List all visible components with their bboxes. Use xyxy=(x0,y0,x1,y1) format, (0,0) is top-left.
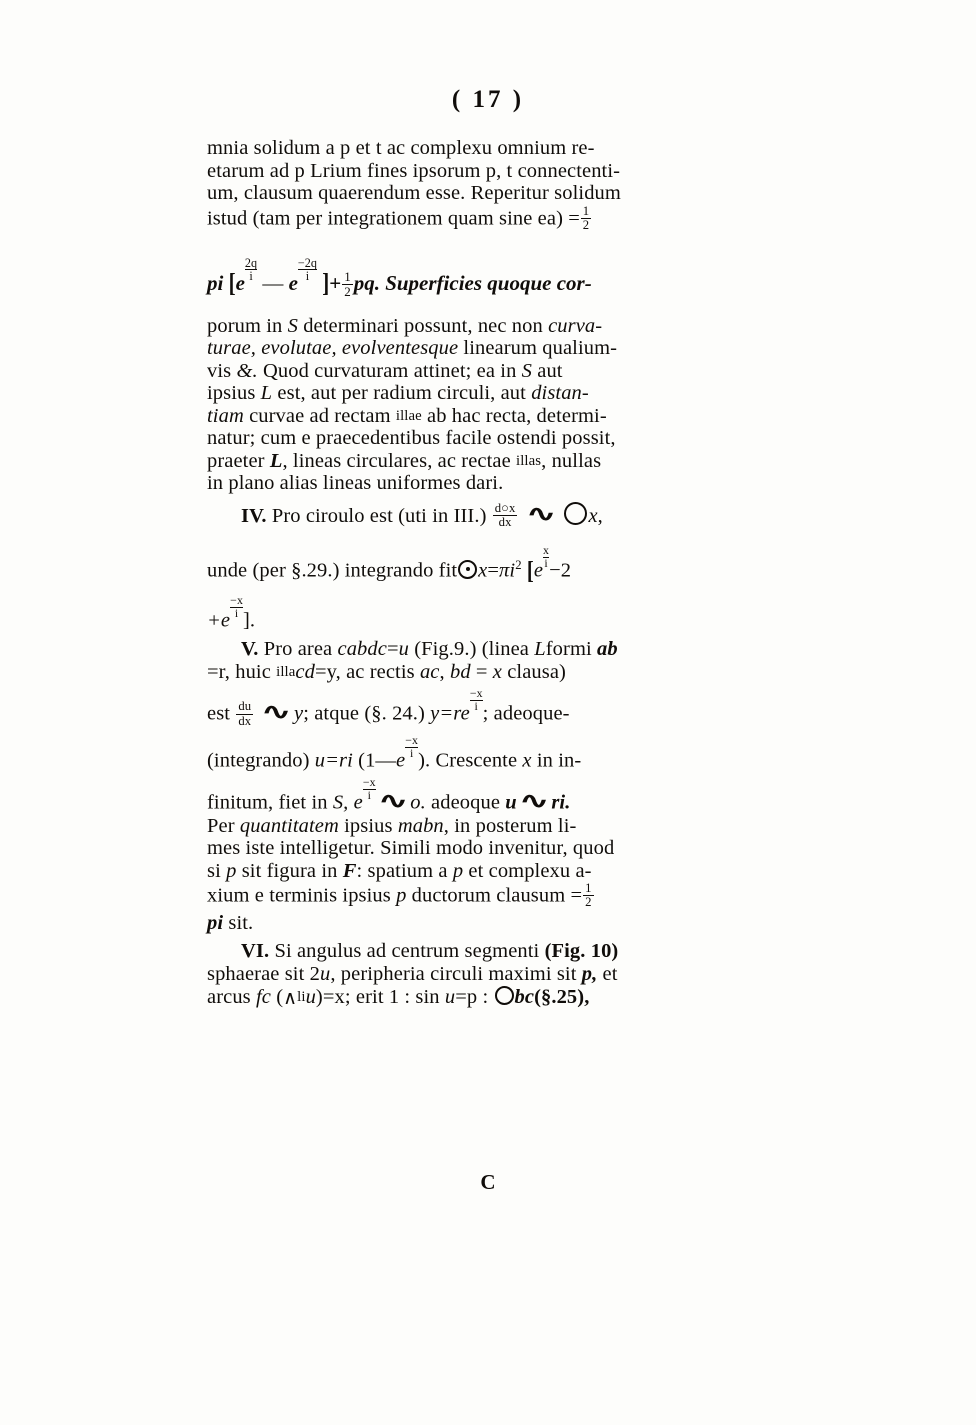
text-line xyxy=(207,383,785,404)
colon: : xyxy=(477,986,494,1009)
fraction-one-half: $\frac{1}{2}$ xyxy=(585,881,592,910)
line-text: mes iste intelligetur. Simili modo invenitur, quod xyxy=(207,837,615,860)
text-line xyxy=(207,183,785,204)
exponent-negx-over-i: $\frac{-x}{i}$ xyxy=(230,593,243,620)
derivative-du-dx: $\frac{du}{dx}$ xyxy=(238,699,252,728)
eq-tail-pq: pq. Superficies quoque cor- xyxy=(353,271,592,296)
line-text: linearum qualium- xyxy=(458,337,618,360)
ampersand-symbol: &. xyxy=(236,359,258,382)
symbol-p: p, xyxy=(581,962,598,985)
line-text: mnia solidum a p et t ac complexu omnium re- xyxy=(207,137,595,159)
italic-term: curva- xyxy=(548,314,603,337)
equation-y-re: y=re xyxy=(430,702,470,725)
italic-term: distan- xyxy=(531,382,589,405)
derivative-fraction: $\frac{d○x}{dx}$ xyxy=(494,501,516,530)
page-number: ( 17 ) xyxy=(451,86,525,113)
line-text: um, clausum quaerendum esse. Reperitur solidum xyxy=(207,182,621,204)
squiggle-symbol: ∿ xyxy=(519,788,549,814)
paren-open: ( xyxy=(270,986,284,1009)
line-text: ab hac recta, determi- xyxy=(421,404,607,427)
eq-e1: e xyxy=(235,271,245,296)
item-v-line-1 xyxy=(207,639,785,660)
item-v-line-10 xyxy=(207,913,785,934)
abbrev-illae: illae xyxy=(395,407,422,424)
bracket-open: [ xyxy=(228,268,236,299)
symbol-e: e xyxy=(396,749,406,772)
line-text: determinari possunt, nec non xyxy=(297,314,549,337)
wedge-icon: ∧ xyxy=(283,988,298,1010)
exponent: 2 xyxy=(515,557,522,572)
symbol-bd: bd xyxy=(449,660,471,683)
line-text: ipsius xyxy=(338,814,398,837)
item-vi-line-2 xyxy=(207,964,785,985)
symbol-x: x xyxy=(478,559,488,582)
equals-sign: = xyxy=(487,559,500,582)
item-v-line-4 xyxy=(207,733,785,772)
line-text: si xyxy=(207,859,227,882)
italic-term: cabdc xyxy=(337,638,387,661)
symbol-pi: pi xyxy=(207,911,224,934)
text-line xyxy=(207,138,785,159)
item-numeral: IV. xyxy=(241,504,267,527)
text-line xyxy=(207,338,785,359)
item-v-line-2 xyxy=(207,662,785,683)
line-text: ). Crescente xyxy=(418,749,523,772)
symbol-p: p xyxy=(396,884,407,907)
symbol-fc: fc xyxy=(255,986,271,1009)
plus-sign: + xyxy=(329,271,342,296)
minus-two: −2 xyxy=(549,559,572,582)
line-text: sphaerae sit 2 xyxy=(207,962,320,985)
line-text: ; adeoque- xyxy=(482,702,570,725)
line-text: Quod curvaturam attinet; ea in xyxy=(257,359,522,382)
line-text: xium e terminis ipsius xyxy=(207,884,397,907)
symbol-S: S xyxy=(287,314,298,337)
line-text: est, aut per radium circuli, aut xyxy=(272,382,532,405)
italic-term: turae, evolutae, evolventesque xyxy=(207,337,459,360)
line-text: adeoque xyxy=(425,792,506,815)
line-text: (integrando) xyxy=(207,749,315,772)
symbol-u: u xyxy=(319,962,331,985)
symbol-ab: ab xyxy=(597,638,618,661)
squiggle-symbol: ∿ xyxy=(378,788,408,814)
line-text: Pro area xyxy=(263,638,338,661)
item-v-line-5 xyxy=(207,775,785,815)
symbol-p: p xyxy=(452,859,464,882)
circle-symbol xyxy=(564,502,587,525)
bracket-open: [ xyxy=(526,556,534,585)
symbol-y: y xyxy=(294,702,304,725)
text-line xyxy=(207,361,785,382)
pi-i-term: πi xyxy=(499,559,516,582)
item-iv-line-1 xyxy=(207,502,785,531)
line-text: etarum ad p Lrium fines ipsorum p, t connectenti- xyxy=(207,159,621,182)
item-v-line-7 xyxy=(207,838,785,859)
equals-sign: = xyxy=(568,207,580,230)
line-text: Pro ciroulo est (uti in III.) xyxy=(271,504,487,527)
plus-e-term: +e xyxy=(207,609,231,632)
eq-e2: e xyxy=(288,271,298,296)
symbol-e: e xyxy=(533,559,544,582)
symbol-L: L xyxy=(269,449,283,472)
symbol-bc: bc xyxy=(514,986,535,1009)
text-line xyxy=(207,161,785,182)
line-text: , nullas xyxy=(541,449,602,472)
eq-lead: pi xyxy=(207,271,224,296)
signature-mark: C xyxy=(480,1170,496,1194)
line-text: in in- xyxy=(531,749,582,772)
equals-x: )=x xyxy=(315,986,345,1009)
minus-sign: — xyxy=(262,271,284,296)
line-text: finitum, fiet in xyxy=(207,792,333,815)
text-line xyxy=(207,451,785,472)
line-text: in plano alias lineas uniformes dari. xyxy=(207,472,504,495)
section-reference: (§.25), xyxy=(534,986,590,1009)
fraction-one-half: $\frac{1}{2}$ xyxy=(344,269,351,300)
text-line xyxy=(207,428,785,449)
line-text: clausa) xyxy=(502,660,566,683)
circle-symbol xyxy=(495,986,514,1005)
equals-sign: = xyxy=(570,884,583,907)
equals-r: =r xyxy=(207,660,225,683)
figure-reference: (Fig. 10) xyxy=(544,940,619,963)
symbol-o: o. xyxy=(410,792,426,815)
line-text: ductorum clausum xyxy=(406,884,571,907)
exponent-x-over-i: $\frac{x}{i}$ xyxy=(543,542,550,570)
item-vi-line-3 xyxy=(207,986,785,1008)
exponent-negx-over-i: $\frac{-x}{i}$ xyxy=(362,775,376,803)
equals-sign: = xyxy=(386,638,399,661)
item-vi-line-1 xyxy=(207,941,785,962)
italic-term: quantitatem xyxy=(239,814,339,837)
item-v-line-9 xyxy=(207,883,785,911)
symbol-x: x xyxy=(492,660,502,683)
display-equation-1 xyxy=(207,256,785,300)
line-text: , xyxy=(439,660,450,683)
item-numeral: V. xyxy=(241,638,259,661)
line-text: ; atque (§. 24.) xyxy=(303,702,431,725)
squiggle-symbol: ∿ xyxy=(261,698,292,724)
line-text: , peripheria circuli maximi sit xyxy=(330,962,582,985)
equation-u-ri: u=ri xyxy=(314,749,353,772)
symbol-L: L xyxy=(534,638,546,661)
exponent-negx-over-i: $\frac{-x}{i}$ xyxy=(469,686,483,714)
equals-y: =y xyxy=(314,660,336,683)
symbol-ri: ri. xyxy=(551,792,571,815)
line-text: ; erit 1 : sin xyxy=(344,986,445,1009)
symbol-e: e xyxy=(353,792,363,815)
line-text: (1— xyxy=(352,749,397,772)
symbol-p: p xyxy=(226,859,237,882)
symbol-x: x xyxy=(522,749,532,772)
line-text: aut xyxy=(532,359,563,382)
exponent-negx-over-i: $\frac{-x}{i}$ xyxy=(405,733,419,760)
line-text: unde (per §.29.) integrando fit xyxy=(207,559,458,582)
line-text: est xyxy=(207,702,231,725)
line-text: natur; cum e praecedentibus facile ostendi possit, xyxy=(207,427,616,450)
symbol-ac: ac xyxy=(419,660,440,683)
symbol-x: x xyxy=(588,504,598,527)
abbrev-illas: illas xyxy=(516,452,542,469)
line-text: ipsius xyxy=(207,382,261,405)
symbol-u: u xyxy=(444,986,456,1009)
comma: , xyxy=(597,504,603,527)
text-line xyxy=(207,203,785,234)
line-text: , in posterum li- xyxy=(443,814,577,837)
line-text: , ac rectis xyxy=(335,660,420,683)
equals-p: =p xyxy=(455,986,478,1009)
symbol-F: F xyxy=(342,859,357,882)
symbol-u: u xyxy=(398,638,409,661)
abbrev-li: li xyxy=(297,988,306,1005)
line-text: istud (tam per integrationem quam sine ea) xyxy=(207,207,569,230)
line-text: : spatium a xyxy=(356,859,453,882)
page-body-text xyxy=(207,138,785,1010)
bracket-close: ]. xyxy=(242,609,256,632)
symbol-L: L xyxy=(260,382,273,405)
line-text: , lineas circulares, ac rectae xyxy=(282,449,517,472)
line-text: arcus xyxy=(207,986,256,1009)
line-text: sit. xyxy=(223,911,254,934)
symbol-S: S xyxy=(521,359,533,382)
line-text: , huic xyxy=(224,660,277,683)
symbol-u: u xyxy=(305,986,316,1009)
text-line xyxy=(207,406,785,427)
abbrev-illa: illa xyxy=(276,663,296,680)
line-text: sit figura in xyxy=(236,859,343,882)
italic-term: mabn xyxy=(397,814,444,837)
item-numeral: VI. xyxy=(241,940,270,963)
line-text: et complexu a- xyxy=(463,859,592,882)
fraction-one-half: $\frac{1}{2}$ xyxy=(582,203,590,232)
item-v-line-6 xyxy=(207,816,785,837)
line-text: Si angulus ad centrum segmenti xyxy=(274,940,545,963)
line-text: Per xyxy=(207,814,240,837)
item-v-line-8 xyxy=(207,861,785,882)
item-v-line-3 xyxy=(207,686,785,729)
circled-dot-symbol xyxy=(458,560,477,579)
text-line xyxy=(207,473,785,494)
line-text: curvae ad rectam xyxy=(243,404,396,427)
text-line xyxy=(207,316,785,337)
item-iv-line-3 xyxy=(207,593,785,632)
exponent-neg2q-over-i: $\frac{-2q}{i}$ xyxy=(297,256,317,284)
symbol-S: S, xyxy=(332,792,349,815)
symbol-cd: cd xyxy=(295,660,315,683)
line-text: porum in xyxy=(207,314,288,337)
italic-term: tiam xyxy=(207,404,244,427)
squiggle-symbol: ∿ xyxy=(526,500,556,526)
item-iv-line-2 xyxy=(207,542,785,585)
line-text: vis xyxy=(207,359,237,382)
symbol-u: u xyxy=(505,792,517,815)
equals-sign: = xyxy=(470,660,493,683)
exponent-2q-over-i: $\frac{2q}{i}$ xyxy=(244,256,258,284)
line-text: (Fig.9.) (linea xyxy=(408,638,535,661)
bracket-close: ] xyxy=(322,268,330,299)
line-text: praeter xyxy=(207,449,270,472)
line-text: et xyxy=(597,962,618,985)
line-text: formi xyxy=(545,638,598,661)
